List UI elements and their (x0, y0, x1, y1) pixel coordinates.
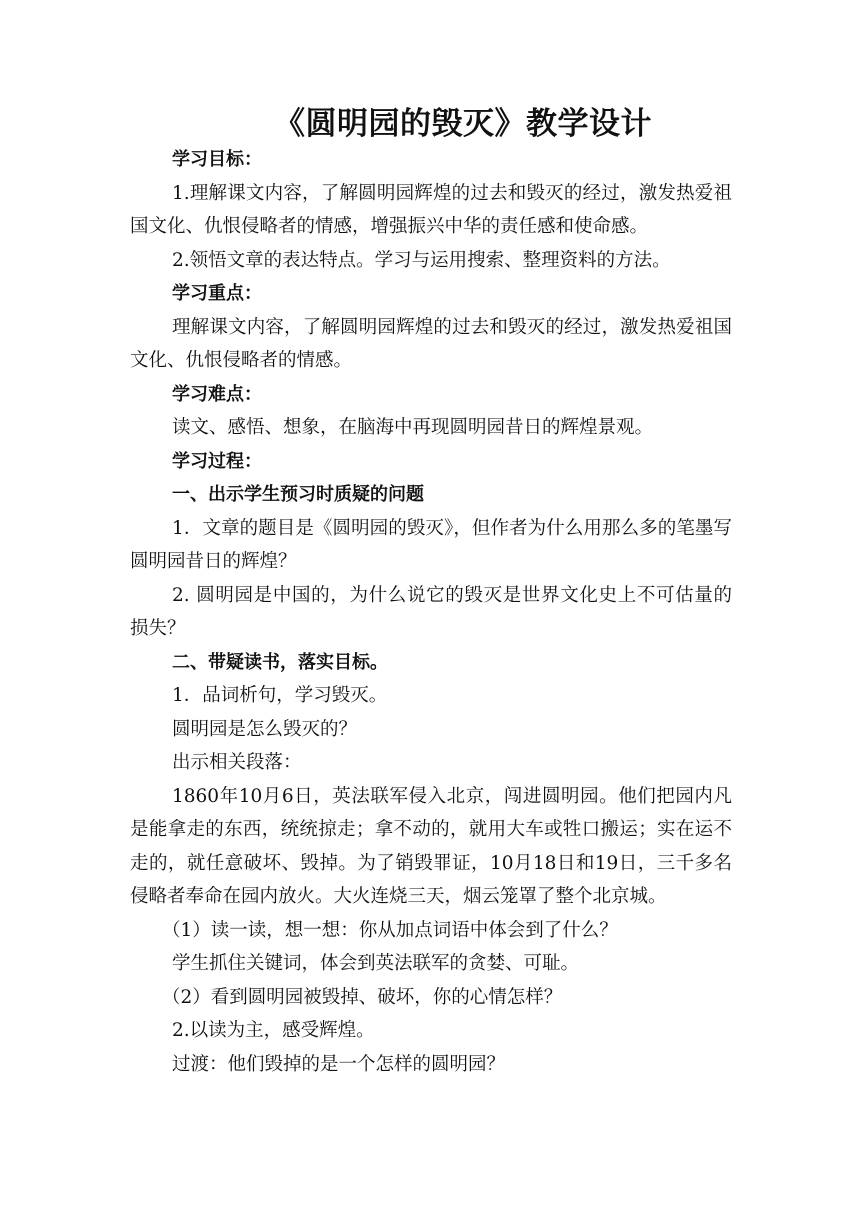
paragraph-question-2: 2. 圆明园是中国的，为什么说它的毁灭是世界文化史上不可估量的损失？ (130, 584, 732, 639)
section-heading-goals: 学习目标： (172, 149, 262, 170)
section-heading-part-1: 一、出示学生预习时质疑的问题 (172, 484, 424, 505)
paragraph-step-2: 2.以读为主，感受辉煌。 (172, 1020, 375, 1041)
document-body (130, 143, 732, 1081)
paragraph-transition: 过渡：他们毁掉的是一个怎样的圆明园？ (172, 1053, 506, 1075)
paragraph-student-answer: 学生抓住关键词，体会到英法联军的贪婪、可耻。 (172, 953, 580, 974)
section-heading-process: 学习过程： (172, 450, 262, 472)
paragraph-goal-1: 1.理解课文内容，了解圆明园辉煌的过去和毁灭的经过，激发热爱祖国文化、仇恨侵略者的情感，增强振兴中华的责任感和使命感。 (130, 182, 732, 237)
section-heading-part-2: 二、带疑读书，落实目标。 (172, 651, 388, 673)
paragraph-difficulties: 读文、感悟、想象，在脑海中再现圆明园昔日的辉煌景观。 (172, 417, 654, 438)
paragraph-how-destroyed: 圆明园是怎么毁灭的？ (172, 718, 358, 740)
paragraph-step-1: 1．品词析句，学习毁灭。 (172, 685, 388, 706)
paragraph-show-passage: 出示相关段落： (172, 752, 302, 773)
section-heading-key-points: 学习重点： (172, 283, 262, 304)
document-title: 《圆明园的毁灭》教学设计 (274, 106, 652, 142)
paragraph-sub-question-2: （2）看到圆明园被毁掉、破坏，你的心情怎样？ (162, 986, 563, 1008)
paragraph-goal-2: 2.领悟文章的表达特点。学习与运用搜索、整理资料的方法。 (172, 249, 671, 271)
paragraph-passage: 1860年10月6日，英法联军侵入北京，闯进圆明园。他们把园内凡是能拿走的东西，统统掠走；拿不动的，就用大车或牲口搬运；实在运不走的，就任意破坏、毁掉。为了销毁罪证，10月18日和19日，三千多名侵略者奉命在园内放火。大火连烧三天，烟云笼罩了整个北京城。 (130, 785, 732, 907)
paragraph-sub-question-1: （1）读一读，想一想：你从加点词语中体会到了什么？ (162, 919, 618, 941)
section-heading-difficulties: 学习难点： (172, 383, 262, 405)
paragraph-question-1: 1．文章的题目是《圆明园的毁灭》，但作者为什么用那么多的笔墨写圆明园昔日的辉煌？ (130, 517, 732, 572)
paragraph-key-points: 理解课文内容，了解圆明园辉煌的过去和毁灭的经过，激发热爱祖国文化、仇恨侵略者的情感。 (130, 316, 732, 371)
